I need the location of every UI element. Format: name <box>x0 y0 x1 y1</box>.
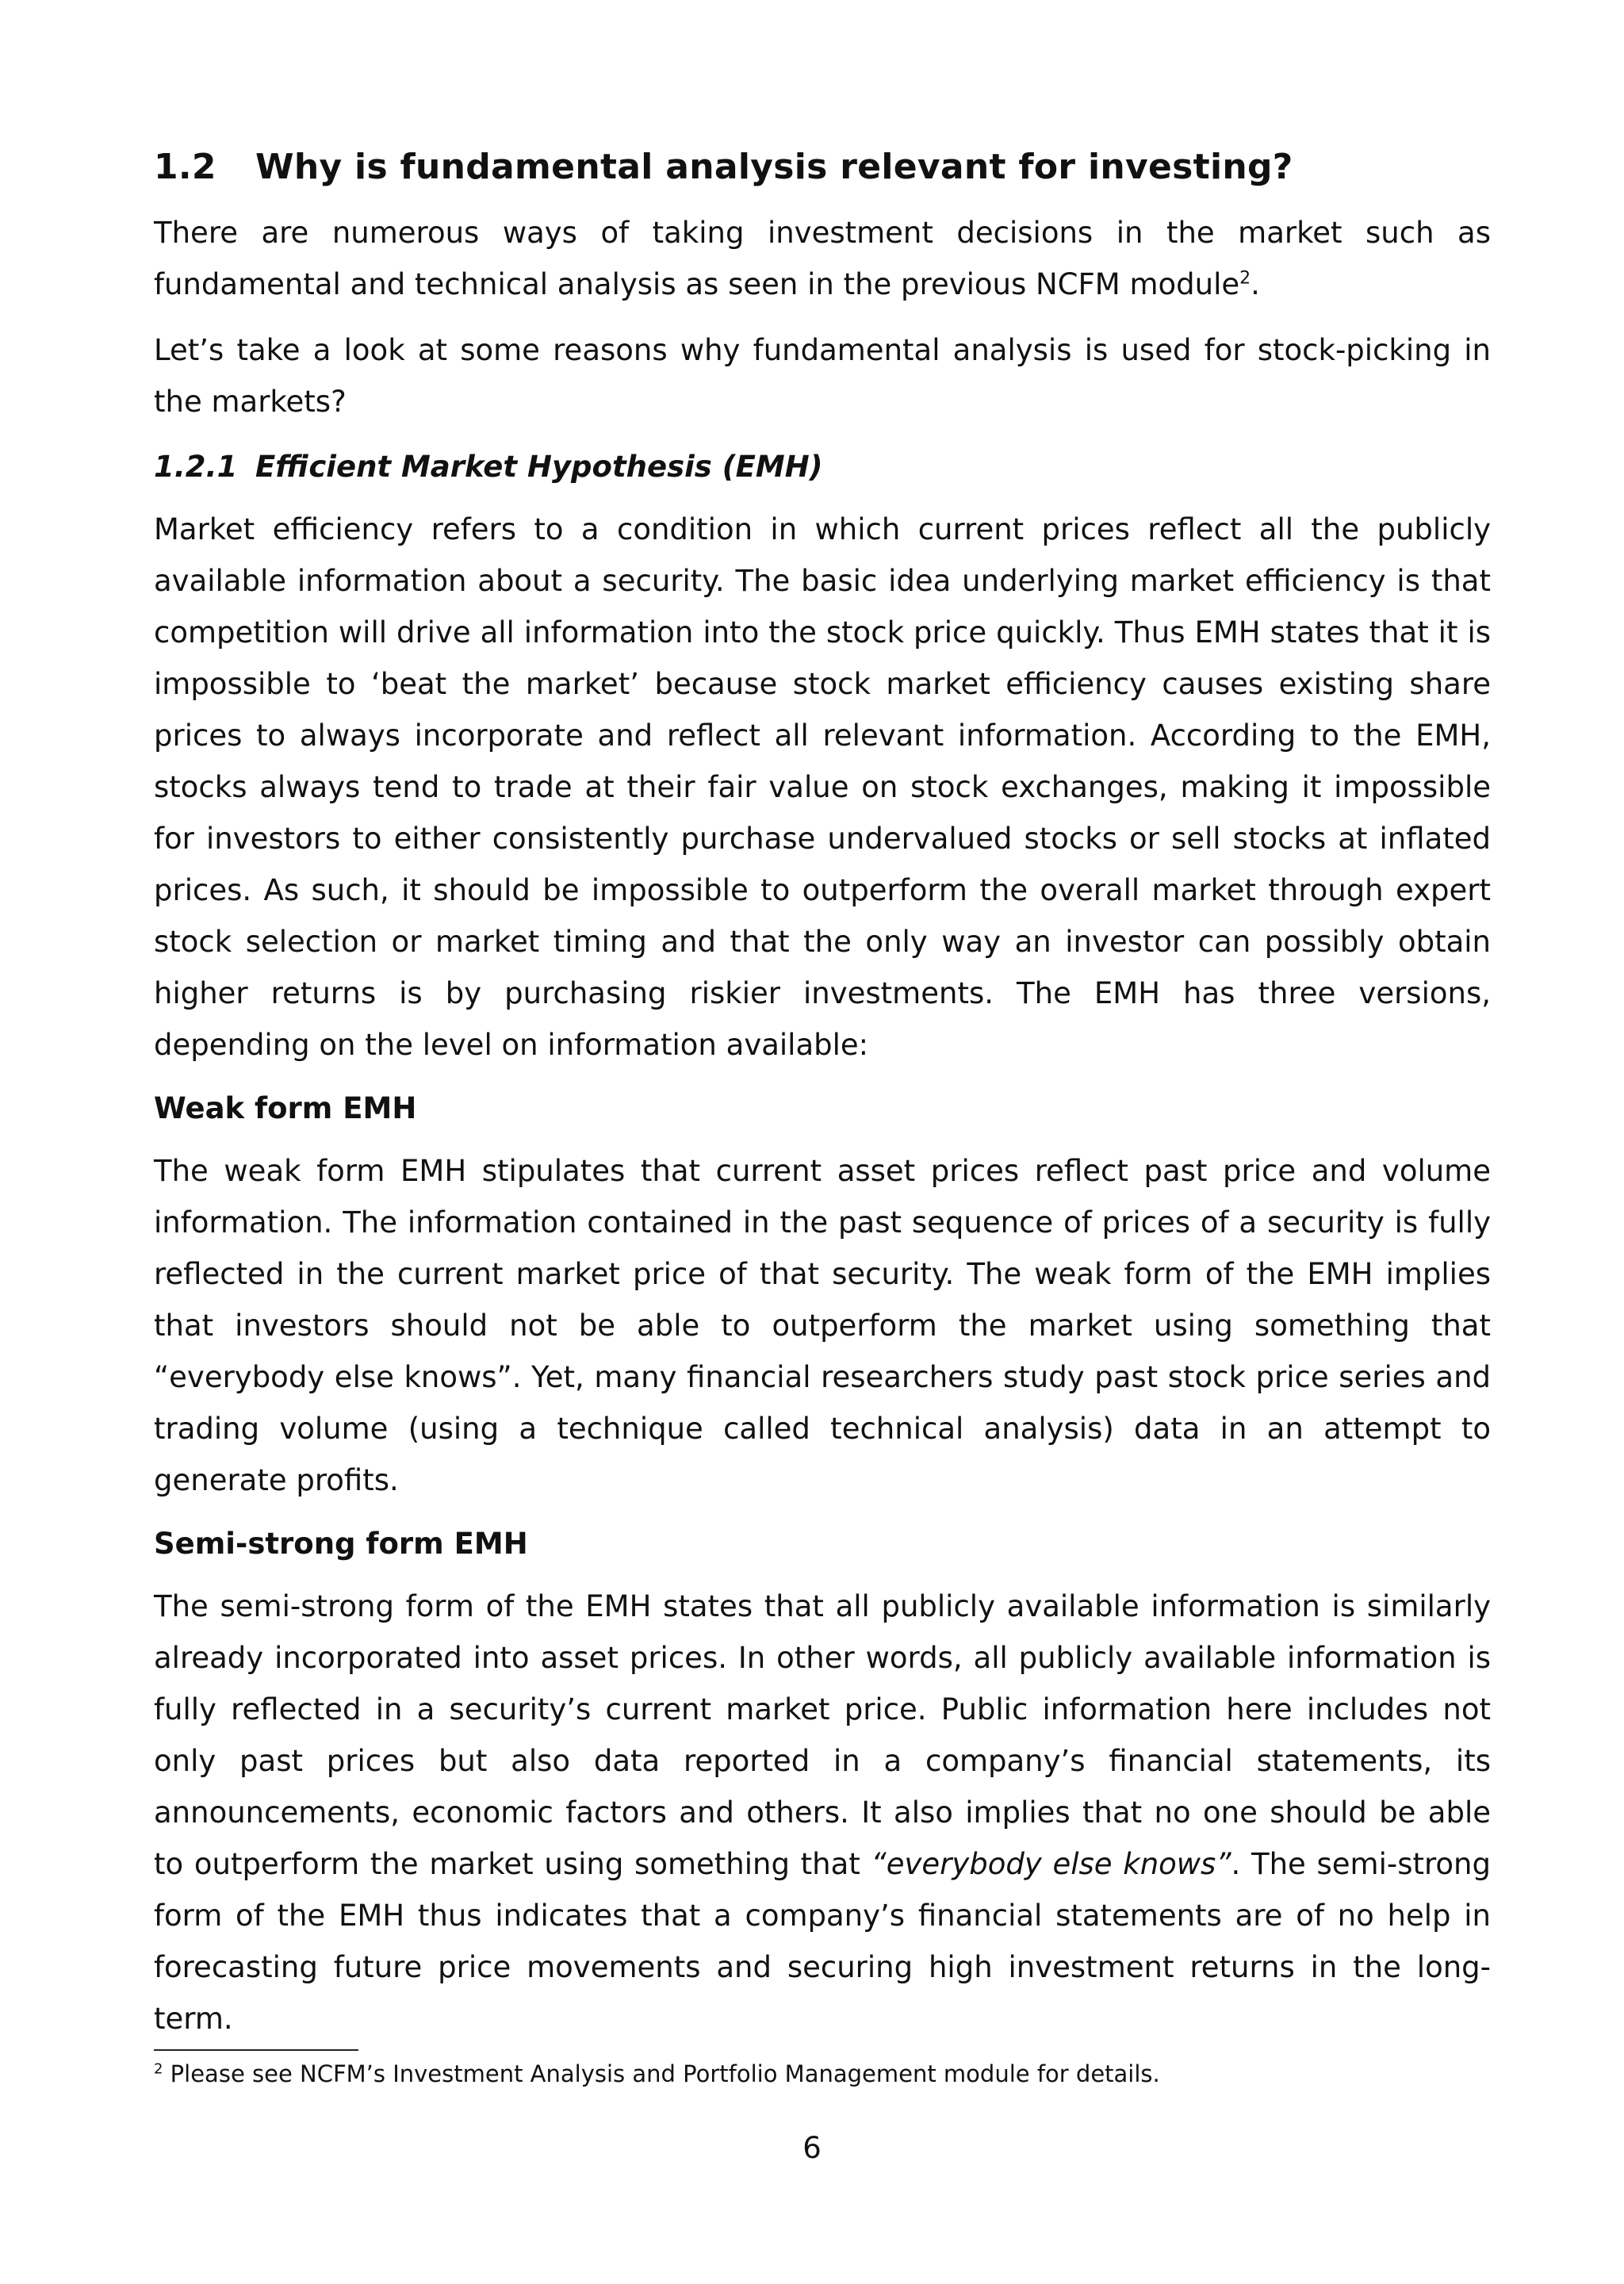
section-heading <box>154 144 1491 190</box>
subsection-number: 1.2.1 <box>154 450 238 485</box>
semi-strong-text-1: The semi-strong form of the EMH states that all publicly available information is similarly already incorporated into asset prices. In other words, all publicly available information is fully reflected in a security’s current market price. Public information here includes not only past prices but also data reported in a company’s financial statements, its announcements, economic factors and others. It also implies that no one should be able to outperform the market using something that <box>154 1589 1491 1882</box>
page-content <box>154 135 1491 2059</box>
intro-paragraph-1-end: . <box>1251 267 1260 302</box>
intro-paragraph-1 <box>154 207 1491 310</box>
semi-strong-form-paragraph <box>154 1581 1491 2044</box>
subsection-title: Efficient Market Hypothesis (EMH) <box>255 450 823 485</box>
subsection-heading <box>154 448 1491 486</box>
section-title: Why is fundamental analysis relevant for investing? <box>255 147 1293 187</box>
weak-form-paragraph: The weak form EMH stipulates that current asset prices reflect past price and volume information. The information contained in the past sequence of prices of a security is fully reflected in the current market price of that security. The weak form of the EMH implies that investors should not be able to outperform the market using something that “everybody else knows”. Yet, many financial researchers study past stock price series and trading volume (using a technique called technical analysis) data in an attempt to generate profits. <box>154 1154 1491 1498</box>
footnote-text: Please see NCFM’s Investment Analysis and Portfolio Management module for details. <box>163 2060 1160 2087</box>
footnote-reference[interactable]: 2 <box>1239 268 1251 289</box>
section-number: 1.2 <box>154 147 216 187</box>
page-number: 6 <box>802 2131 822 2165</box>
semi-strong-form-heading: Semi-strong form EMH <box>154 1527 528 1562</box>
footnote-marker: 2 <box>154 2060 163 2078</box>
footnote-divider <box>154 2049 358 2051</box>
semi-strong-text-2: . The semi-strong form of the EMH thus indicates that a company’s financial statements are of no help in forecasting future price movements and securing high investment returns in the long-term. <box>154 1847 1491 2037</box>
semi-strong-quote: “everybody else knows” <box>871 1847 1231 1882</box>
emh-paragraph: Market efficiency refers to a condition in which current prices reflect all the publicly available information about a security. The basic idea underlying market efficiency is that competition will drive all information into the stock price quickly. Thus EMH states that it is impossible to ‘beat the market’ because stock market efficiency causes existing share prices to always incorporate and reflect all relevant information. According to the EMH, stocks always tend to trade at their fair value on stock exchanges, making it impossible for investors to either consistently purchase undervalued stocks or sell stocks at inflated prices. As such, it should be impossible to outperform the overall market through expert stock selection or market timing and that the only way an investor can possibly obtain higher returns is by purchasing riskier investments. The EMH has three versions, depending on the level on information available: <box>154 512 1491 1063</box>
footnote <box>154 2054 1491 2094</box>
intro-paragraph-1-text: There are numerous ways of taking investment decisions in the market such as fundamental and technical analysis as seen in the previous NCFM module <box>154 216 1491 302</box>
weak-form-heading: Weak form EMH <box>154 1091 417 1126</box>
intro-paragraph-2: Let’s take a look at some reasons why fundamental analysis is used for stock-picking in the markets? <box>154 333 1491 420</box>
